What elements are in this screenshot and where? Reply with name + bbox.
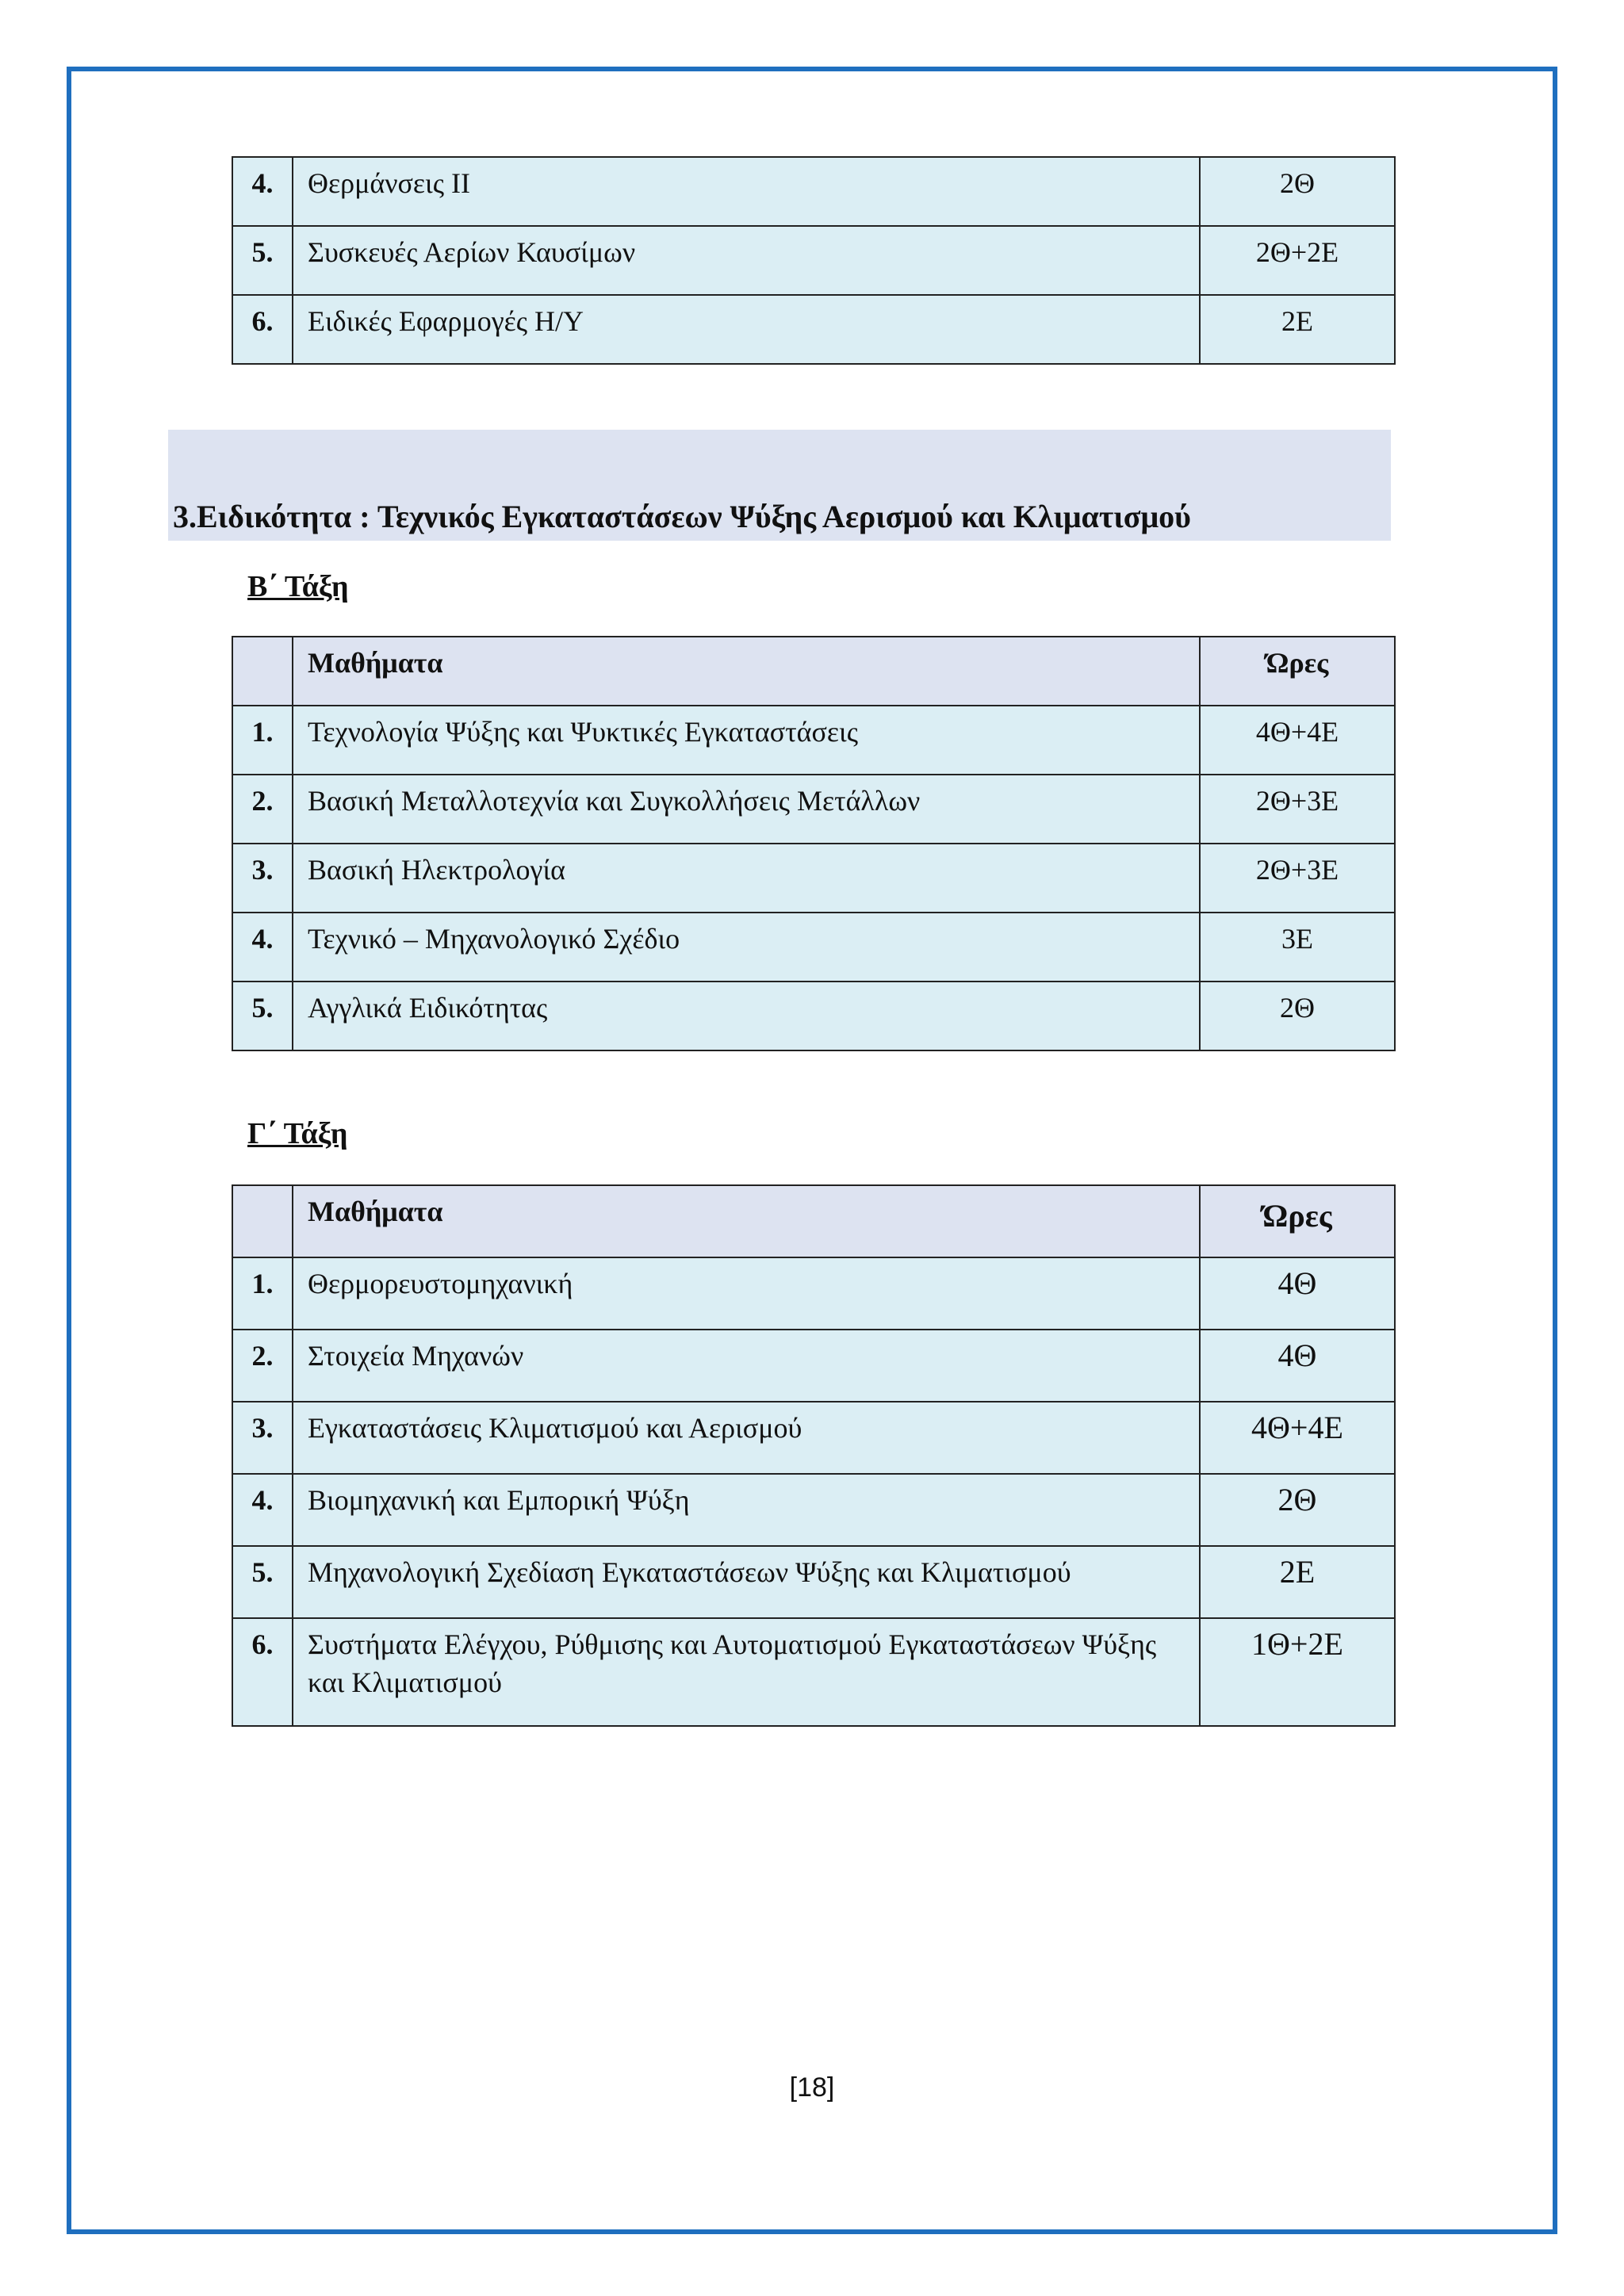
course-name: Μηχανολογική Σχεδίαση Εγκαταστάσεων Ψύξης και Κλιματισμού	[293, 1546, 1200, 1618]
row-number: 2.	[232, 775, 293, 844]
section-title: 3.Ειδικότητα : Τεχνικός Εγκαταστάσεων Ψύξης Αερισμού και Κλιματισμού	[173, 499, 1191, 534]
table-row	[232, 295, 1395, 364]
row-number: 1.	[232, 1257, 293, 1330]
row-number: 4.	[232, 157, 293, 226]
row-number: 5.	[232, 1546, 293, 1618]
course-hours: 2Θ	[1200, 982, 1395, 1050]
table-row	[232, 1330, 1395, 1402]
class-b-heading: Β΄ Τάξη	[247, 570, 349, 603]
course-hours: 2Θ+3Ε	[1200, 775, 1395, 844]
table-row	[232, 157, 1395, 226]
header-subject: Μαθήματα	[293, 1185, 1200, 1257]
header-number-cell	[232, 637, 293, 706]
table-row	[232, 844, 1395, 913]
course-hours: 4Θ	[1200, 1257, 1395, 1330]
header-hours: Ώρες	[1200, 637, 1395, 706]
course-hours: 2Ε	[1200, 1546, 1395, 1618]
table-row	[232, 1474, 1395, 1546]
header-subject: Μαθήματα	[293, 637, 1200, 706]
row-number: 1.	[232, 706, 293, 775]
course-name: Στοιχεία Μηχανών	[293, 1330, 1200, 1402]
course-hours: 4Θ+4Ε	[1200, 706, 1395, 775]
course-hours: 3Ε	[1200, 913, 1395, 982]
row-number: 6.	[232, 295, 293, 364]
page-number: [18]	[789, 2072, 835, 2103]
table-row	[232, 982, 1395, 1050]
course-name: Εγκαταστάσεις Κλιματισμού και Αερισμού	[293, 1402, 1200, 1474]
class-c-heading: Γ΄ Τάξη	[247, 1117, 348, 1150]
table-row	[232, 706, 1395, 775]
course-name: Βασική Μεταλλοτεχνία και Συγκολλήσεις Μετάλλων	[293, 775, 1200, 844]
table-row	[232, 775, 1395, 844]
course-name: Συστήματα Ελέγχου, Ρύθμισης και Αυτοματισμού Εγκαταστάσεων Ψύξης και Κλιματισμού	[293, 1618, 1200, 1726]
course-name: Βιομηχανική και Εμπορική Ψύξη	[293, 1474, 1200, 1546]
course-hours: 2Θ	[1200, 1474, 1395, 1546]
course-name: Βασική Ηλεκτρολογία	[293, 844, 1200, 913]
row-number: 3.	[232, 844, 293, 913]
class-c-courses-table	[232, 1184, 1396, 1727]
row-number: 3.	[232, 1402, 293, 1474]
row-number: 4.	[232, 913, 293, 982]
table-header-row	[232, 1185, 1395, 1257]
table-row	[232, 913, 1395, 982]
row-number: 6.	[232, 1618, 293, 1726]
row-number: 2.	[232, 1330, 293, 1402]
class-b-courses-table	[232, 636, 1396, 1051]
row-number: 5.	[232, 226, 293, 295]
course-hours: 4Θ+4Ε	[1200, 1402, 1395, 1474]
course-name: Θερμάνσεις ΙΙ	[293, 157, 1200, 226]
course-hours: 2Θ	[1200, 157, 1395, 226]
course-name: Συσκευές Αερίων Καυσίμων	[293, 226, 1200, 295]
table-row	[232, 226, 1395, 295]
header-number-cell	[232, 1185, 293, 1257]
row-number: 4.	[232, 1474, 293, 1546]
course-name: Τεχνικό – Μηχανολογικό Σχέδιο	[293, 913, 1200, 982]
course-name: Τεχνολογία Ψύξης και Ψυκτικές Εγκαταστάσεις	[293, 706, 1200, 775]
course-hours: 2Θ+3Ε	[1200, 844, 1395, 913]
table-row	[232, 1257, 1395, 1330]
course-name: Ειδικές Εφαρμογές Η/Υ	[293, 295, 1200, 364]
course-hours: 2Θ+2Ε	[1200, 226, 1395, 295]
table-row	[232, 1546, 1395, 1618]
course-name: Θερμορευστομηχανική	[293, 1257, 1200, 1330]
course-hours: 1Θ+2Ε	[1200, 1618, 1395, 1726]
continued-courses-table	[232, 156, 1396, 365]
table-header-row	[232, 637, 1395, 706]
course-hours: 2Ε	[1200, 295, 1395, 364]
row-number: 5.	[232, 982, 293, 1050]
course-hours: 4Θ	[1200, 1330, 1395, 1402]
table-row	[232, 1618, 1395, 1726]
course-name: Αγγλικά Ειδικότητας	[293, 982, 1200, 1050]
table-row	[232, 1402, 1395, 1474]
header-hours: Ώρες	[1200, 1185, 1395, 1257]
